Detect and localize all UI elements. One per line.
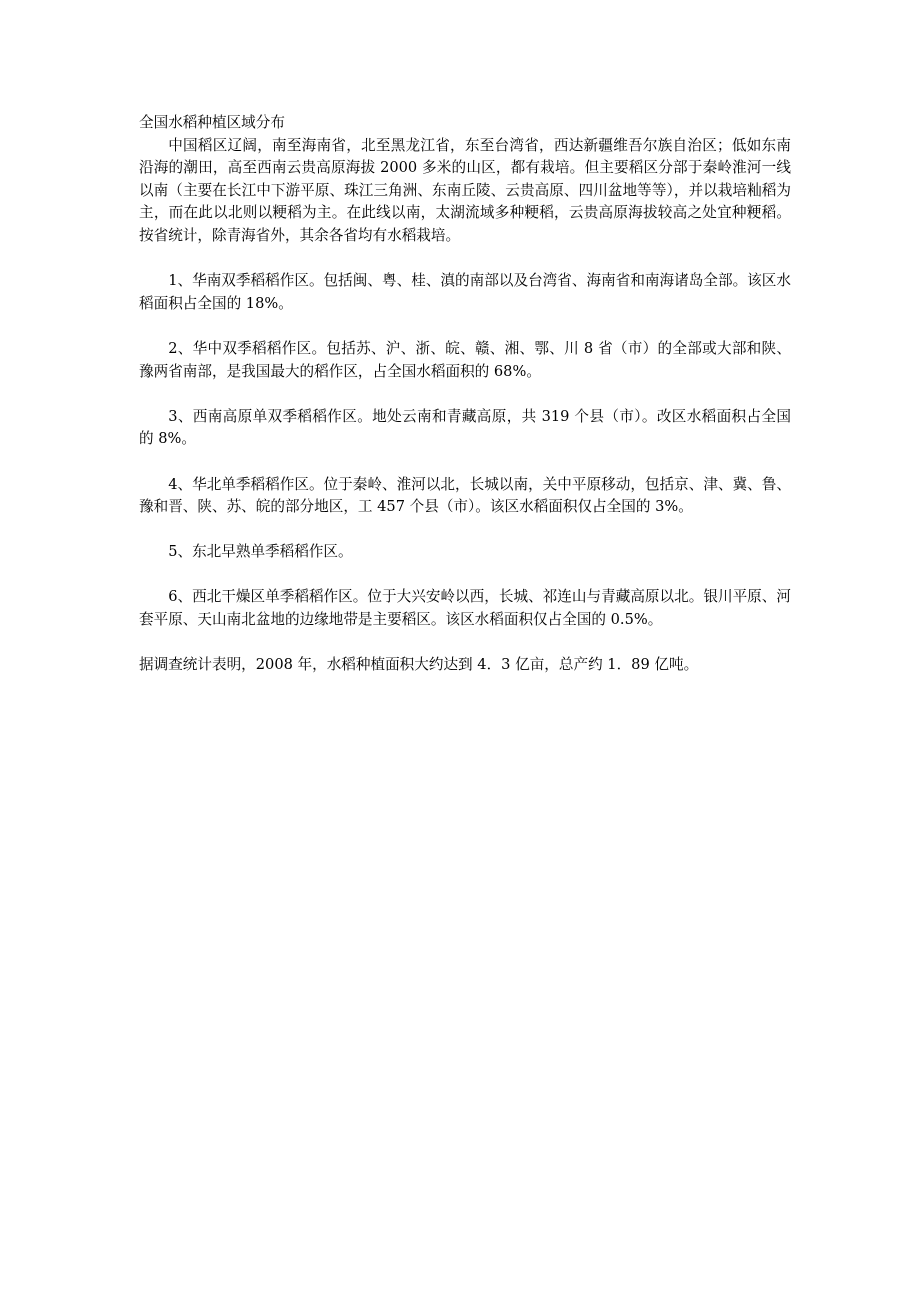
document-title: 全国水稻种植区域分布 <box>139 114 285 131</box>
region-item-6: 6、西北干燥区单季稻稻作区。位于大兴安岭以西，长城、祁连山与青藏高原以北。银川平原、河套平原、天山南北盆地的边缘地带是主要稻区。该区水稻面积仅占全国的 0.5%。 <box>139 588 791 629</box>
region-item-4: 4、华北单季稻稻作区。位于秦岭、淮河以北，长城以南，关中平原移动，包括京、津、冀、鲁、豫和晋、陕、苏、皖的部分地区，工 457 个县（市）。该区水稻面积仅占全国的 3%。 <box>139 475 791 516</box>
document-body <box>139 112 791 677</box>
region-item-2: 2、华中双季稻稻作区。包括苏、沪、浙、皖、赣、湘、鄂、川 8 省（市）的全部或大部和陕、豫两省南部，是我国最大的稻作区，占全国水稻面积的 68%。 <box>139 339 791 380</box>
closing-paragraph: 据调查统计表明，2008 年，水稻种植面积大约达到 4．3 亿亩，总产约 1．89 亿吨。 <box>139 656 699 674</box>
region-item-5: 5、东北早熟单季稻稻作区。 <box>168 543 353 561</box>
region-item-3: 3、西南高原单双季稻稻作区。地处云南和青藏高原，共 319 个县（市）。改区水稻面积占全国的 8%。 <box>139 407 791 448</box>
intro-paragraph: 中国稻区辽阔，南至海南省，北至黑龙江省，东至台湾省，西达新疆维吾尔族自治区；低如东南沿海的潮田，高至西南云贵高原海拔 2000 多米的山区，都有栽培。但主要稻区分部于秦岭淮河一线以南（主要在长江中下游平原、珠江三角洲、东南丘陵、云贵高原、四川盆地等等），并以栽培籼稻为主，而在此以北则以粳稻为主。在此线以南，太湖流域多种粳稻，云贵高原海拔较高之处宜种粳稻。按省统计，除青海省外，其余各省均有水稻栽培。 <box>139 136 791 244</box>
region-item-1: 1、华南双季稻稻作区。包括闽、粤、桂、滇的南部以及台湾省、海南省和南海诸岛全部。该区水稻面积占全国的 18%。 <box>139 272 791 312</box>
